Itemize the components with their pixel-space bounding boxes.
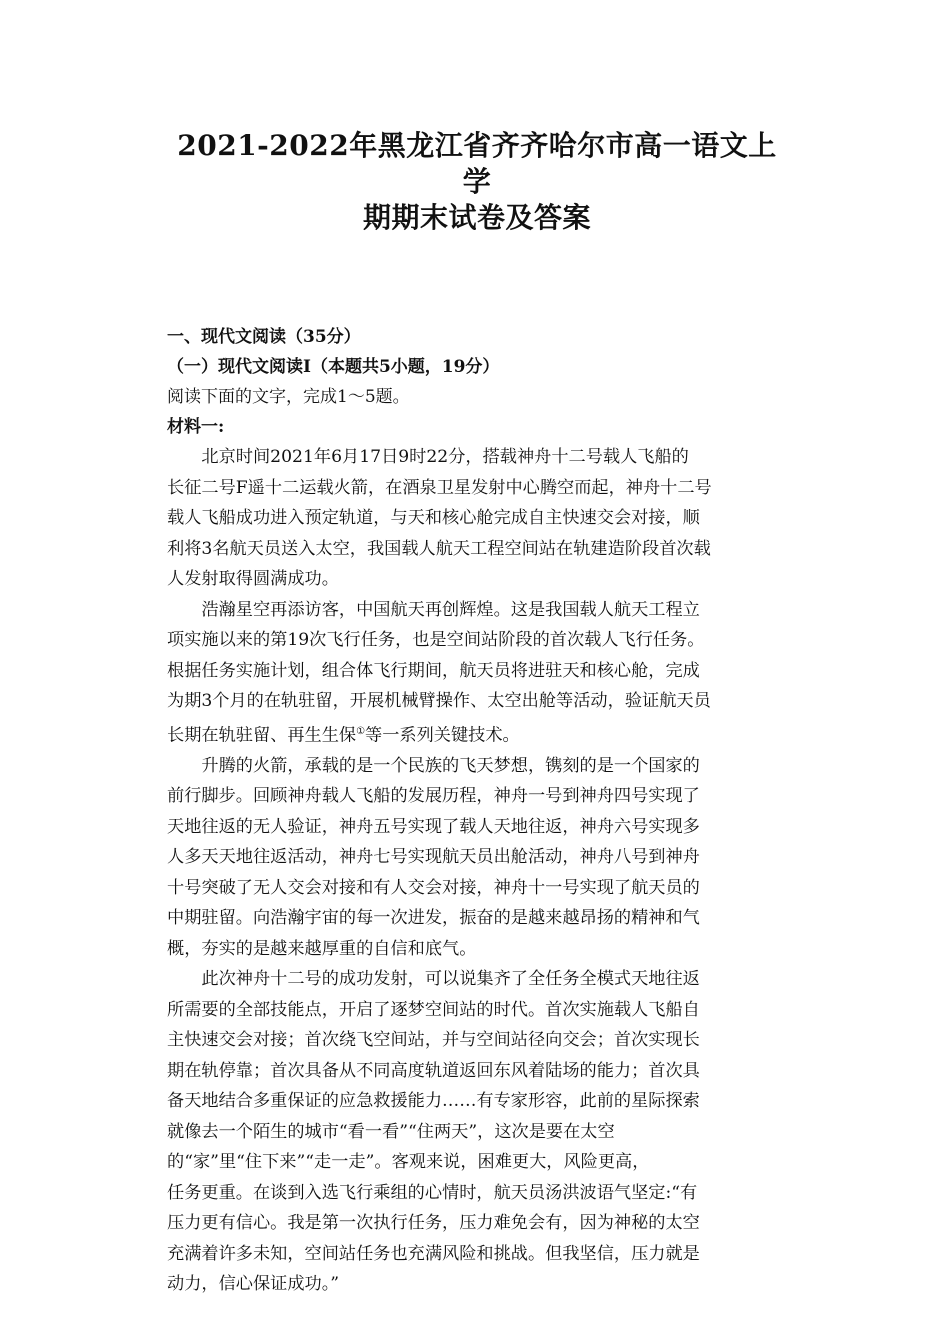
paragraph-line: 人发射取得圆满成功。 xyxy=(167,569,339,589)
paragraph-line: 根据任务实施计划，组合体飞行期间，航天员将进驻天和核心舱，完成 xyxy=(167,660,700,681)
paragraph-line: 压力更有信心。我是第一次执行任务，压力难免会有，因为神秘的太空 xyxy=(167,1213,700,1234)
paragraph-line: 十号突破了无人交会对接和有人交会对接，神舟十一号实现了航天员的 xyxy=(167,877,700,898)
paragraph-line: 所需要的全部技能点，开启了逐梦空间站的时代。首次实施载人飞船自 xyxy=(167,999,700,1020)
paragraph-1 xyxy=(167,442,787,595)
section-heading: 一、现代文阅读（35分） xyxy=(167,327,361,347)
paragraph-line: 充满着许多未知，空间站任务也充满风险和挑战。但我坚信，压力就是 xyxy=(167,1243,700,1264)
paragraph-line: 就像去一个陌生的城市“看一看”“住两天”，这次是要在太空 xyxy=(167,1121,615,1142)
paragraph-line: 主快速交会对接；首次绕飞空间站，并与空间站径向交会；首次实现长 xyxy=(167,1030,700,1051)
paragraph-line: 长征二号F遥十二运载火箭，在酒泉卫星发射中心腾空而起，神舟十二号 xyxy=(167,477,712,498)
paragraph-line: 为期3个月的在轨驻留，开展机械臂操作、太空出舱等活动，验证航天员 xyxy=(167,691,711,711)
paragraph-line: 天地往返的无人验证，神舟五号实现了载人天地往返，神舟六号实现多 xyxy=(167,816,700,837)
paragraph-line: 载人飞船成功进入预定轨道，与天和核心舱完成自主快速交会对接，顺 xyxy=(167,508,700,528)
document-page xyxy=(167,128,787,1300)
paragraph-line-part: 等一系列关键技术。 xyxy=(365,725,520,746)
instruction-text: 阅读下面的文字，完成1～5题。 xyxy=(167,387,410,407)
material-label: 材料一: xyxy=(167,417,225,437)
paragraph-line: 前行脚步。回顾神舟载人飞船的发展历程，神舟一号到神舟四号实现了 xyxy=(167,786,700,807)
paragraph-line: 升腾的火箭，承载的是一个民族的飞天梦想，镌刻的是一个国家的 xyxy=(201,755,700,776)
subsection-heading: （一）现代文阅读Ⅰ（本题共5小题，19分） xyxy=(167,357,500,377)
paragraph-line: 期在轨停靠；首次具备从不同高度轨道返回东风着陆场的能力；首次具 xyxy=(167,1060,700,1081)
paragraph-line-part: 长期在轨驻留、再生生保 xyxy=(167,725,357,746)
paragraph-line: 中期驻留。向浩瀚宇宙的每一次进发，振奋的是越来越昂扬的精神和气 xyxy=(167,908,700,929)
paragraph-line xyxy=(167,717,787,751)
paragraph-line: 利将3名航天员送入太空，我国载人航天工程空间站在轨建造阶段首次载 xyxy=(167,538,711,559)
paragraph-line: 动力，信心保证成功。” xyxy=(167,1274,340,1295)
paragraph-line: 任务更重。在谈到入选飞行乘组的心情时，航天员汤洪波语气坚定:“有 xyxy=(167,1182,698,1203)
paragraph-line: 浩瀚星空再添访客，中国航天再创辉煌。这是我国载人航天工程立 xyxy=(201,599,700,620)
title-spacer xyxy=(167,236,787,322)
paragraph-line: 的“家”里“住下来”“走一走”。客观来说，困难更大，风险更高， xyxy=(167,1152,650,1173)
paragraph-line: 人多天天地往返活动，神舟七号实现航天员出舱活动，神舟八号到神舟 xyxy=(167,847,700,868)
paragraph-line: 北京时间2021年6月17日9时22分，搭载神舟十二号载人飞船的 xyxy=(201,447,689,467)
footnote-marker: ① xyxy=(356,725,366,737)
paragraph-4 xyxy=(167,964,787,1300)
paragraph-line: 此次神舟十二号的成功发射，可以说集齐了全任务全模式天地往返 xyxy=(201,969,700,990)
paragraph-2 xyxy=(167,595,787,751)
paragraph-3 xyxy=(167,751,787,965)
paragraph-line: 概，夯实的是越来越厚重的自信和底气。 xyxy=(167,938,477,959)
paragraph-line: 项实施以来的第19次飞行任务，也是空间站阶段的首次载人飞行任务。 xyxy=(167,630,705,650)
title-line-1: 2021-2022年黑龙江省齐齐哈尔市高一语文上学 xyxy=(177,129,777,198)
paragraph-line: 备天地结合多重保证的应急救援能力……有专家形容，此前的星际探索 xyxy=(167,1091,700,1112)
title-line-2: 期期末试卷及答案 xyxy=(362,201,591,234)
document-title xyxy=(167,128,787,236)
